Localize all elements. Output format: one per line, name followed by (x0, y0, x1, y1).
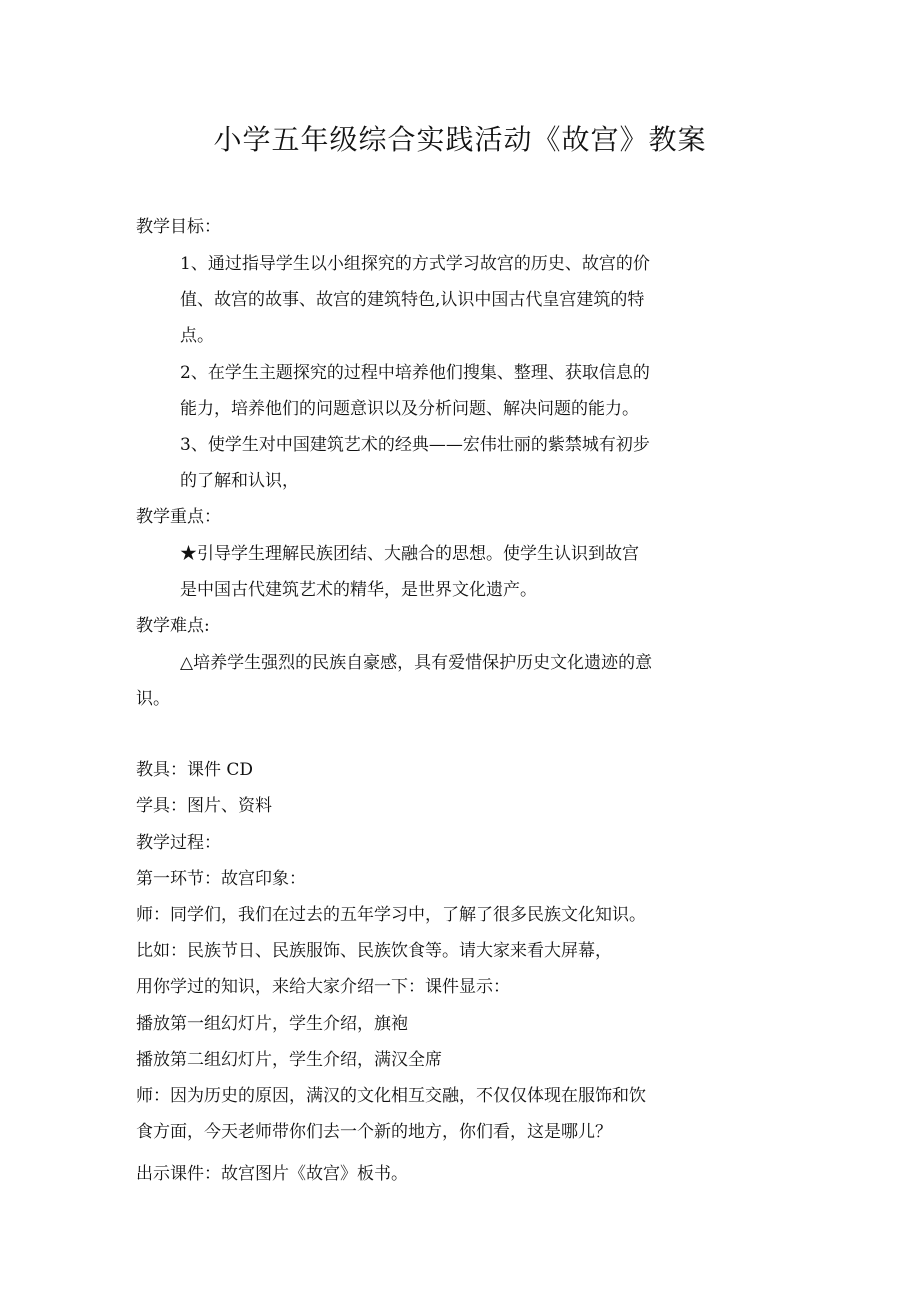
objective-2-line-1: 2、在学生主题探究的过程中培养他们搜集、整理、获取信息的 (180, 363, 650, 383)
difficult-points-line-2: 识。 (136, 689, 170, 709)
paragraph-line: 师：同学们，我们在过去的五年学习中，了解了很多民族文化知识。 (136, 905, 646, 925)
paragraph-line: 播放第二组幻灯片，学生介绍，满汉全席 (136, 1050, 442, 1070)
paragraph-line: 用你学过的知识，来给大家介绍一下：课件显示： (136, 977, 510, 997)
learning-tools: 学具：图片、资料 (136, 796, 272, 816)
difficult-points-heading: 教学难点: (136, 616, 210, 636)
objectives-heading: 教学目标： (136, 217, 221, 237)
key-points-line-2: 是中国古代建筑艺术的精华，是世界文化遗产。 (180, 580, 537, 600)
objective-1-line-1: 1、通过指导学生以小组探究的方式学习故宫的历史、故宫的价 (180, 254, 650, 274)
objective-1-line-3: 点。 (180, 326, 214, 346)
paragraph-line: 比如：民族节日、民族服饰、民族饮食等。请大家来看大屏幕， (136, 941, 612, 961)
paragraph-line: 食方面，今天老师带你们去一个新的地方，你们看，这是哪儿？ (136, 1122, 612, 1142)
objective-1-line-2: 值、故宫的故事、故宫的建筑特色,认识中国古代皇宫建筑的特 (180, 290, 645, 310)
paragraph-line: 出示课件：故宫图片《故宫》板书。 (136, 1164, 408, 1184)
objective-3-line-2: 的了解和认识， (180, 471, 299, 491)
key-points-heading: 教学重点： (136, 507, 221, 527)
key-points-line-1: ★引导学生理解民族团结、大融合的思想。使学生认识到故宫 (180, 544, 639, 564)
teaching-tools: 教具：课件 CD (136, 760, 254, 780)
process-heading: 教学过程： (136, 833, 221, 853)
paragraph-line: 播放第一组幻灯片，学生介绍，旗袍 (136, 1014, 408, 1034)
page-title: 小学五年级综合实践活动《故宫》教案 (213, 123, 707, 156)
paragraph-line: 师：因为历史的原因，满汉的文化相互交融，不仅仅体现在服饰和饮 (136, 1086, 646, 1106)
difficult-points-line-1: △培养学生强烈的民族自豪感，具有爱惜保护历史文化遗迹的意 (180, 653, 653, 673)
objective-3-line-1: 3、使学生对中国建筑艺术的经典——宏伟壮丽的紫禁城有初步 (180, 435, 650, 455)
objective-2-line-2: 能力，培养他们的问题意识以及分析问题、解决问题的能力。 (180, 399, 639, 419)
stage-1-heading: 第一环节：故宫印象： (136, 869, 306, 889)
